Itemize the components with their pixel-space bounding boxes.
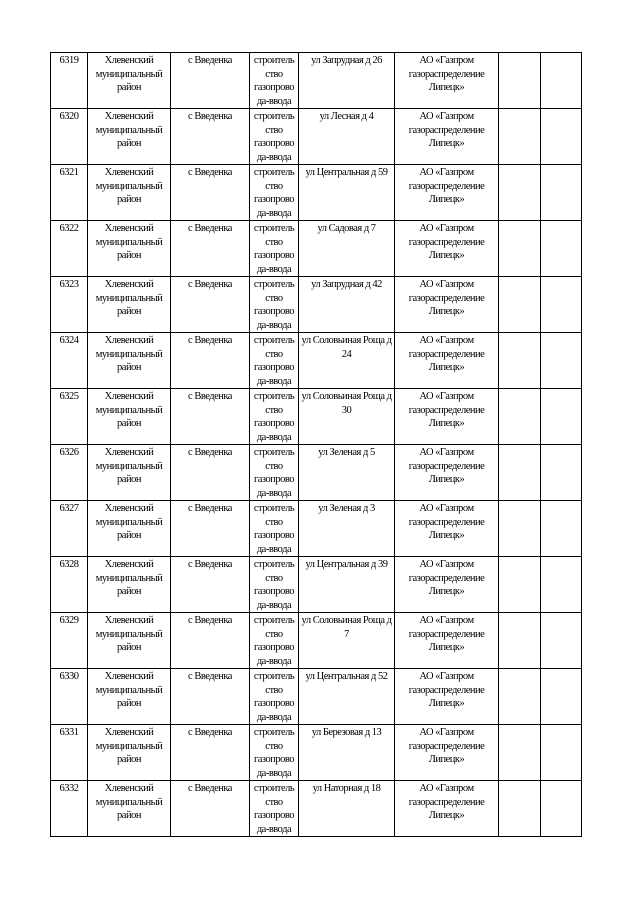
work-type-cell: строитель ство газопрово да-ввода xyxy=(250,613,299,669)
empty-cell xyxy=(541,165,582,221)
organization-cell: АО «Газпром газораспределение Липецк» xyxy=(395,165,499,221)
empty-cell xyxy=(541,669,582,725)
village-cell: с Введенка xyxy=(171,277,250,333)
work-type-cell: строитель ство газопрово да-ввода xyxy=(250,109,299,165)
organization-cell: АО «Газпром газораспределение Липецк» xyxy=(395,669,499,725)
address-cell: ул Соловьиная Роща д 30 xyxy=(299,389,395,445)
empty-cell xyxy=(499,277,541,333)
work-type-cell: строитель ство газопрово да-ввода xyxy=(250,389,299,445)
empty-cell xyxy=(499,53,541,109)
empty-cell xyxy=(499,445,541,501)
row-number-cell: 6328 xyxy=(51,557,88,613)
address-cell: ул Соловьиная Роща д 7 xyxy=(299,613,395,669)
village-cell: с Введенка xyxy=(171,445,250,501)
empty-cell xyxy=(541,781,582,837)
village-cell: с Введенка xyxy=(171,669,250,725)
organization-cell: АО «Газпром газораспределение Липецк» xyxy=(395,277,499,333)
work-type-cell: строитель ство газопрово да-ввода xyxy=(250,669,299,725)
work-type-cell: строитель ство газопрово да-ввода xyxy=(250,725,299,781)
village-cell: с Введенка xyxy=(171,389,250,445)
village-cell: с Введенка xyxy=(171,165,250,221)
empty-cell xyxy=(541,557,582,613)
empty-cell xyxy=(541,613,582,669)
table-row xyxy=(51,445,582,501)
table-row xyxy=(51,501,582,557)
table-row xyxy=(51,109,582,165)
village-cell: с Введенка xyxy=(171,53,250,109)
empty-cell xyxy=(541,725,582,781)
organization-cell: АО «Газпром газораспределение Липецк» xyxy=(395,389,499,445)
district-cell: Хлевенский муниципальный район xyxy=(88,557,171,613)
empty-cell xyxy=(541,53,582,109)
address-cell: ул Лесная д 4 xyxy=(299,109,395,165)
work-type-cell: строитель ство газопрово да-ввода xyxy=(250,53,299,109)
village-cell: с Введенка xyxy=(171,333,250,389)
row-number-cell: 6332 xyxy=(51,781,88,837)
address-cell: ул Центральная д 59 xyxy=(299,165,395,221)
empty-cell xyxy=(499,221,541,277)
district-cell: Хлевенский муниципальный район xyxy=(88,221,171,277)
address-cell: ул Зеленая д 5 xyxy=(299,445,395,501)
empty-cell xyxy=(499,333,541,389)
empty-cell xyxy=(499,725,541,781)
table-row xyxy=(51,53,582,109)
empty-cell xyxy=(541,389,582,445)
district-cell: Хлевенский муниципальный район xyxy=(88,389,171,445)
village-cell: с Введенка xyxy=(171,109,250,165)
district-cell: Хлевенский муниципальный район xyxy=(88,781,171,837)
row-number-cell: 6330 xyxy=(51,669,88,725)
empty-cell xyxy=(499,557,541,613)
address-cell: ул Зеленая д 3 xyxy=(299,501,395,557)
district-cell: Хлевенский муниципальный район xyxy=(88,725,171,781)
organization-cell: АО «Газпром газораспределение Липецк» xyxy=(395,781,499,837)
row-number-cell: 6320 xyxy=(51,109,88,165)
address-cell: ул Запрудная д 26 xyxy=(299,53,395,109)
district-cell: Хлевенский муниципальный район xyxy=(88,501,171,557)
village-cell: с Введенка xyxy=(171,725,250,781)
organization-cell: АО «Газпром газораспределение Липецк» xyxy=(395,501,499,557)
district-cell: Хлевенский муниципальный район xyxy=(88,165,171,221)
empty-cell xyxy=(541,221,582,277)
empty-cell xyxy=(541,333,582,389)
work-type-cell: строитель ство газопрово да-ввода xyxy=(250,445,299,501)
organization-cell: АО «Газпром газораспределение Липецк» xyxy=(395,109,499,165)
address-cell: ул Наторная д 18 xyxy=(299,781,395,837)
table-body xyxy=(51,53,582,837)
village-cell: с Введенка xyxy=(171,781,250,837)
work-type-cell: строитель ство газопрово да-ввода xyxy=(250,501,299,557)
row-number-cell: 6326 xyxy=(51,445,88,501)
empty-cell xyxy=(499,613,541,669)
district-cell: Хлевенский муниципальный район xyxy=(88,109,171,165)
table-row xyxy=(51,669,582,725)
district-cell: Хлевенский муниципальный район xyxy=(88,445,171,501)
row-number-cell: 6331 xyxy=(51,725,88,781)
work-type-cell: строитель ство газопрово да-ввода xyxy=(250,781,299,837)
organization-cell: АО «Газпром газораспределение Липецк» xyxy=(395,221,499,277)
village-cell: с Введенка xyxy=(171,557,250,613)
empty-cell xyxy=(541,501,582,557)
table-row xyxy=(51,557,582,613)
address-cell: ул Соловьиная Роща д 24 xyxy=(299,333,395,389)
empty-cell xyxy=(541,277,582,333)
row-number-cell: 6325 xyxy=(51,389,88,445)
district-cell: Хлевенский муниципальный район xyxy=(88,669,171,725)
district-cell: Хлевенский муниципальный район xyxy=(88,53,171,109)
table-row xyxy=(51,165,582,221)
district-cell: Хлевенский муниципальный район xyxy=(88,333,171,389)
empty-cell xyxy=(499,501,541,557)
empty-cell xyxy=(541,445,582,501)
work-type-cell: строитель ство газопрово да-ввода xyxy=(250,333,299,389)
empty-cell xyxy=(499,781,541,837)
table-row xyxy=(51,277,582,333)
village-cell: с Введенка xyxy=(171,501,250,557)
empty-cell xyxy=(499,165,541,221)
empty-cell xyxy=(541,109,582,165)
table-row xyxy=(51,613,582,669)
organization-cell: АО «Газпром газораспределение Липецк» xyxy=(395,333,499,389)
work-type-cell: строитель ство газопрово да-ввода xyxy=(250,557,299,613)
row-number-cell: 6327 xyxy=(51,501,88,557)
work-type-cell: строитель ство газопрово да-ввода xyxy=(250,277,299,333)
address-cell: ул Центральная д 52 xyxy=(299,669,395,725)
gas-connection-table xyxy=(50,52,582,837)
work-type-cell: строитель ство газопрово да-ввода xyxy=(250,165,299,221)
empty-cell xyxy=(499,669,541,725)
row-number-cell: 6323 xyxy=(51,277,88,333)
work-type-cell: строитель ство газопрово да-ввода xyxy=(250,221,299,277)
table-row xyxy=(51,333,582,389)
organization-cell: АО «Газпром газораспределение Липецк» xyxy=(395,557,499,613)
address-cell: ул Центральная д 39 xyxy=(299,557,395,613)
organization-cell: АО «Газпром газораспределение Липецк» xyxy=(395,445,499,501)
address-cell: ул Запрудная д 42 xyxy=(299,277,395,333)
row-number-cell: 6324 xyxy=(51,333,88,389)
row-number-cell: 6321 xyxy=(51,165,88,221)
address-cell: ул Березовая д 13 xyxy=(299,725,395,781)
village-cell: с Введенка xyxy=(171,613,250,669)
village-cell: с Введенка xyxy=(171,221,250,277)
table-row xyxy=(51,389,582,445)
empty-cell xyxy=(499,389,541,445)
organization-cell: АО «Газпром газораспределение Липецк» xyxy=(395,53,499,109)
empty-cell xyxy=(499,109,541,165)
district-cell: Хлевенский муниципальный район xyxy=(88,613,171,669)
district-cell: Хлевенский муниципальный район xyxy=(88,277,171,333)
row-number-cell: 6322 xyxy=(51,221,88,277)
organization-cell: АО «Газпром газораспределение Липецк» xyxy=(395,725,499,781)
row-number-cell: 6329 xyxy=(51,613,88,669)
table-row xyxy=(51,221,582,277)
table-row xyxy=(51,781,582,837)
table-row xyxy=(51,725,582,781)
row-number-cell: 6319 xyxy=(51,53,88,109)
organization-cell: АО «Газпром газораспределение Липецк» xyxy=(395,613,499,669)
address-cell: ул Садовая д 7 xyxy=(299,221,395,277)
